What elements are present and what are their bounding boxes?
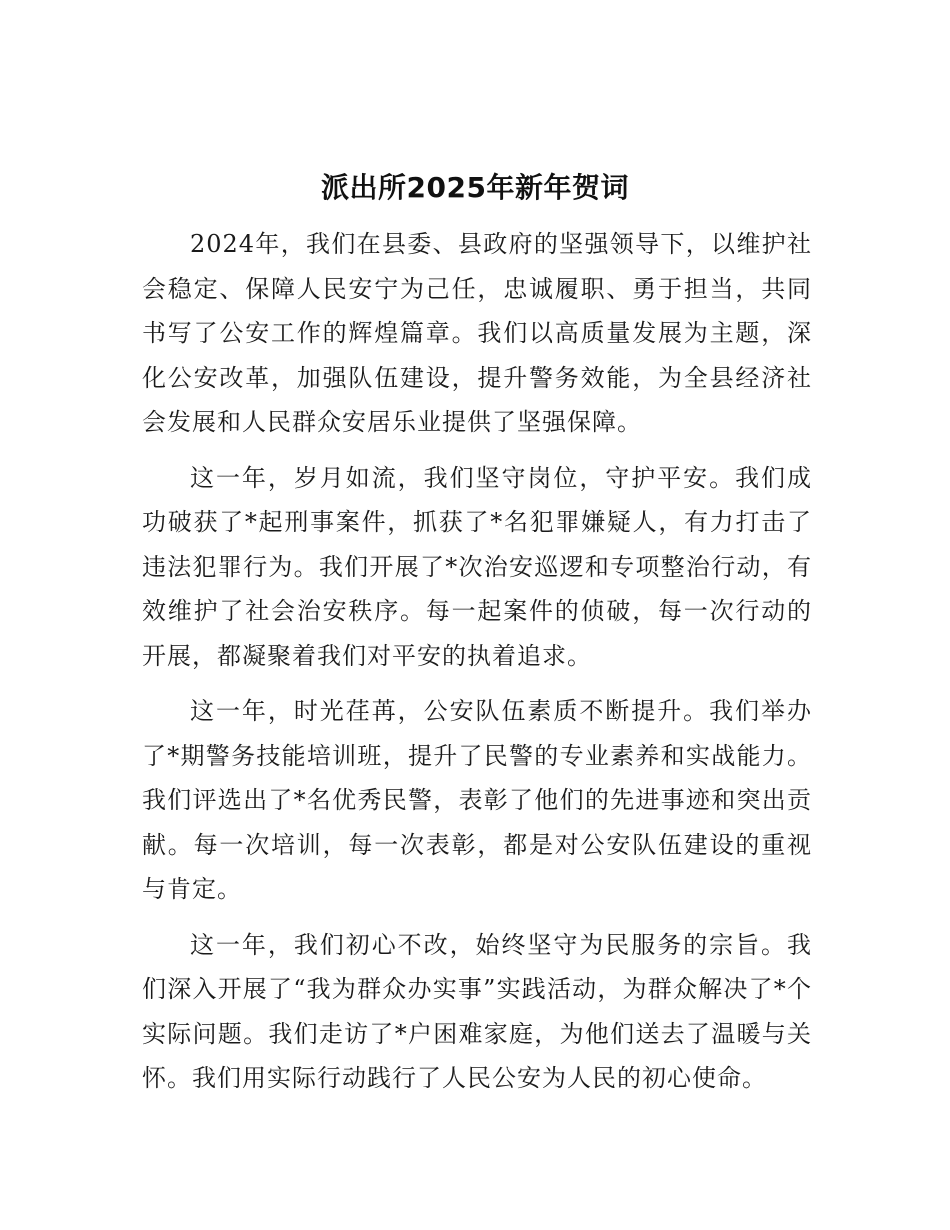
document-title: 派出所2025年新年贺词 [321, 171, 629, 204]
paragraph-3: 这一年，时光荏苒，公安队伍素质不断提升。我们举办了*期警务技能培训班，提升了民警的专业素养和实战能力。我们评选出了*名优秀民警，表彰了他们的先进事迹和突出贡献。每一次培训，每一次表彰，都是对公安队伍建设的重视与肯定。 [142, 697, 812, 903]
paragraph-4: 这一年，我们初心不改，始终坚守为民服务的宗旨。我们深入开展了“我为群众办实事”实践活动，为群众解决了*个实际问题。我们走访了*户困难家庭，为他们送去了温暖与关怀。我们用实际行动践行了人民公安为人民的初心使命。 [142, 930, 812, 1092]
document-body [142, 222, 812, 1112]
paragraph-1: 2024年，我们在县委、县政府的坚强领导下，以维护社会稳定、保障人民安宁为己任，忠诚履职、勇于担当，共同书写了公安工作的辉煌篇章。我们以高质量发展为主题，深化公安改革，加强队伍建设，提升警务效能，为全县经济社会发展和人民群众安居乐业提供了坚强保障。 [142, 230, 812, 436]
paragraph-2: 这一年，岁月如流，我们坚守岗位，守护平安。我们成功破获了*起刑事案件，抓获了*名犯罪嫌疑人，有力打击了违法犯罪行为。我们开展了*次治安巡逻和专项整治行动，有效维护了社会治安秩序。每一起案件的侦破，每一次行动的开展，都凝聚着我们对平安的执着追求。 [142, 463, 812, 670]
